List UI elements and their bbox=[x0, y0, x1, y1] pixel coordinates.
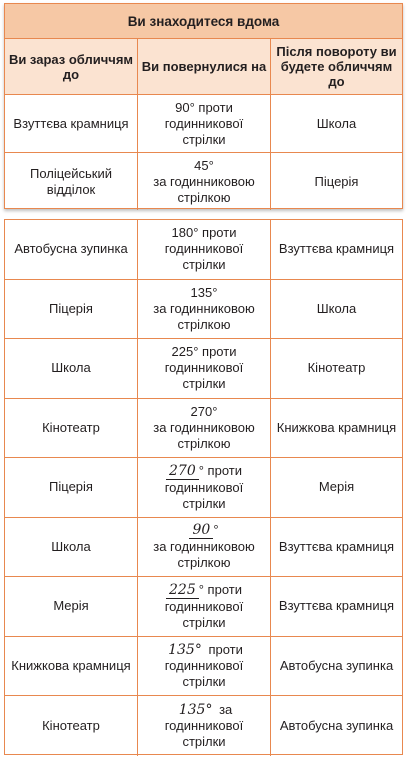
table-row bbox=[5, 458, 402, 518]
turn-cell bbox=[138, 95, 271, 152]
turn-cell bbox=[138, 220, 271, 279]
turn-line: стрілкою bbox=[177, 435, 231, 451]
after-cell: Автобусна зупинка bbox=[279, 717, 394, 733]
table-row bbox=[5, 399, 402, 459]
column-header-turn: Ви повернулися на bbox=[138, 39, 271, 94]
facing-cell: Автобусна зупинка bbox=[5, 220, 138, 279]
turn-line: стрілкою bbox=[177, 316, 231, 332]
table-row bbox=[5, 577, 402, 637]
handwritten-angle: 90 bbox=[189, 523, 213, 539]
turn-line: стрілкою bbox=[177, 555, 231, 571]
turn-line: стрілки bbox=[182, 733, 226, 749]
table-row bbox=[5, 220, 402, 280]
turn-line: стрілки bbox=[182, 614, 226, 630]
turn-cell bbox=[138, 399, 271, 458]
column-header-facing: Ви зараз обличчям до bbox=[5, 39, 138, 94]
turn-line: годинникової bbox=[164, 717, 244, 733]
turn-line: 135° за bbox=[176, 702, 233, 718]
turn-line: 135° проти bbox=[165, 642, 243, 658]
after-cell: Книжкова крамниця bbox=[276, 419, 397, 435]
turn-line: 225 ° проти bbox=[166, 582, 242, 599]
facing-cell: Кінотеатр bbox=[5, 399, 138, 458]
table-row bbox=[5, 339, 402, 399]
table-row bbox=[5, 95, 402, 153]
table-title: Ви знаходитеся вдома bbox=[5, 4, 402, 39]
after-cell: Взуттєва крамниця bbox=[278, 241, 395, 257]
after-cell: Піцерія bbox=[314, 173, 359, 189]
turn-cell bbox=[138, 339, 271, 398]
after-cell: Взуттєва крамниця bbox=[278, 538, 395, 554]
turn-cell bbox=[138, 577, 271, 636]
after-cell: Взуттєва крамниця bbox=[278, 598, 395, 614]
table-row bbox=[5, 518, 402, 578]
facing-cell: Школа bbox=[5, 339, 138, 398]
table-row bbox=[5, 280, 402, 340]
facing-cell: Книжкова крамниця bbox=[5, 637, 138, 696]
bottom-table bbox=[4, 219, 403, 755]
turn-line: за годинниковою bbox=[153, 173, 255, 189]
after-cell: Автобусна зупинка bbox=[279, 657, 394, 673]
turn-cell bbox=[138, 696, 271, 756]
facing-cell: Піцерія bbox=[5, 458, 138, 517]
header-row bbox=[5, 39, 402, 95]
turn-line: годинникової bbox=[164, 479, 244, 495]
table-row bbox=[5, 696, 402, 756]
turn-cell bbox=[138, 280, 271, 339]
turn-line: стрілки bbox=[182, 376, 226, 392]
table-row bbox=[5, 637, 402, 697]
handwritten-angle: 135° bbox=[168, 641, 202, 658]
handwritten-angle: 270 bbox=[166, 464, 199, 480]
facing-cell: Піцерія bbox=[5, 280, 138, 339]
turn-cell bbox=[138, 153, 271, 210]
after-cell: Школа bbox=[316, 300, 357, 316]
column-header-after: Після повороту ви будете обличчям до bbox=[276, 44, 397, 89]
turn-line: 90 ° bbox=[189, 522, 218, 539]
facing-cell: Поліцейський відділок bbox=[5, 153, 138, 210]
turn-line: стрілкою bbox=[177, 189, 231, 205]
turn-line: 180° проти bbox=[171, 225, 237, 241]
handwritten-angle: 225 bbox=[166, 583, 199, 599]
turn-line: 45° bbox=[194, 157, 214, 173]
facing-cell: Кінотеатр bbox=[5, 696, 138, 756]
turn-line: годинникової bbox=[164, 115, 244, 131]
after-cell: Кінотеатр bbox=[307, 360, 366, 376]
turn-line: стрілки bbox=[182, 673, 226, 689]
turn-cell bbox=[138, 518, 271, 577]
turn-line: годинникової bbox=[164, 241, 244, 257]
after-cell: Школа bbox=[316, 115, 357, 131]
turn-line: стрілки bbox=[182, 131, 226, 147]
turn-line: стрілки bbox=[182, 257, 226, 273]
handwritten-angle: 135° bbox=[178, 701, 213, 718]
turn-line: годинникової bbox=[164, 598, 244, 614]
turn-line: за годинниковою bbox=[153, 300, 255, 316]
facing-cell: Школа bbox=[5, 518, 138, 577]
after-cell: Мерія bbox=[318, 479, 355, 495]
turn-line: 270° bbox=[190, 403, 218, 419]
turn-line: за годинниковою bbox=[153, 419, 255, 435]
top-table bbox=[4, 3, 403, 209]
facing-cell: Взуттєва крамниця bbox=[5, 95, 138, 152]
turn-line: 135° bbox=[190, 284, 218, 300]
facing-cell: Мерія bbox=[5, 577, 138, 636]
turn-line: стрілки bbox=[182, 495, 226, 511]
turn-line: годинникової bbox=[164, 360, 244, 376]
turn-line: годинникової bbox=[164, 657, 244, 673]
turn-cell bbox=[138, 458, 271, 517]
turn-line: 270 ° проти bbox=[166, 463, 242, 480]
turn-cell bbox=[138, 637, 271, 696]
turn-line: 90° проти bbox=[175, 99, 233, 115]
table-row bbox=[5, 153, 402, 210]
turn-line: 225° проти bbox=[171, 344, 237, 360]
turn-line: за годинниковою bbox=[153, 539, 255, 555]
